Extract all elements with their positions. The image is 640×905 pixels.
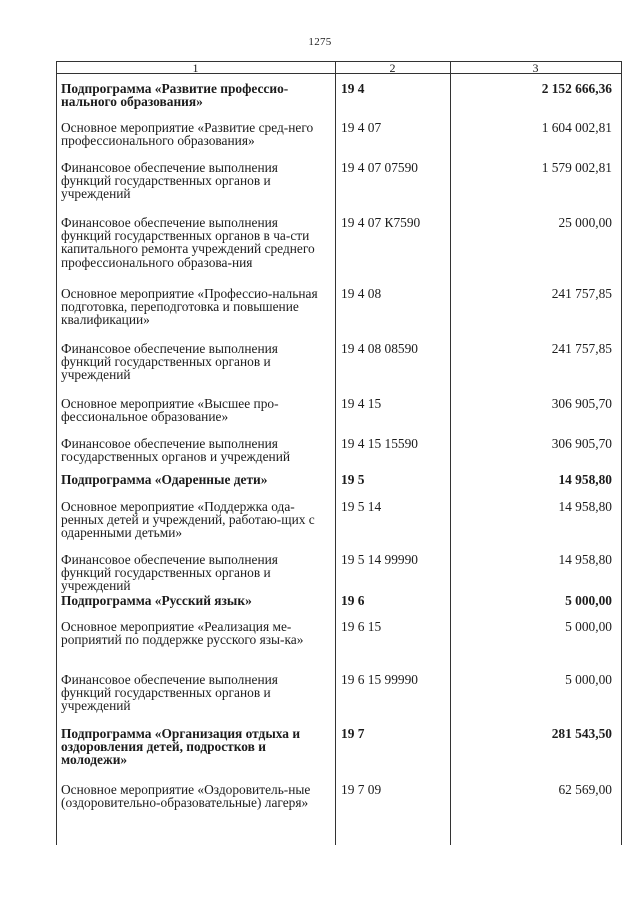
row-name: Основное мероприятие «Профессио-нальная подготовка, переподготовка и повышение квалификации» <box>61 286 318 328</box>
row-code: 19 5 14 99990 <box>341 552 418 567</box>
row-code: 19 4 <box>341 81 365 96</box>
row-amount: 241 757,85 <box>551 341 612 356</box>
row-name: Финансовое обеспечение выполнения функций государственных органов в ча-сти капитального ремонта учреждений среднего профессионального образова-ния <box>61 215 315 270</box>
row-code: 19 4 07 07590 <box>341 160 418 175</box>
row-name: Подпрограмма «Развитие профессио-нального образования» <box>61 81 289 110</box>
row-code: 19 4 07 <box>341 120 382 135</box>
row-amount: 2 152 666,36 <box>541 81 612 96</box>
column-header-1: 1 <box>192 61 199 75</box>
row-amount: 14 958,80 <box>558 472 612 487</box>
row-name: Подпрограмма «Организация отдыха и оздоровления детей, подростков и молодежи» <box>61 726 301 768</box>
column-header-2: 2 <box>389 61 396 75</box>
row-amount: 5 000,00 <box>565 593 612 608</box>
row-amount: 25 000,00 <box>558 215 612 230</box>
row-name: Основное мероприятие «Поддержка ода-ренных детей и учреждений, работаю-щих с одаренными детьми» <box>61 499 315 541</box>
row-amount: 306 905,70 <box>551 396 612 411</box>
page-number: 1275 <box>308 36 332 48</box>
row-amount: 14 958,80 <box>558 552 612 567</box>
row-name: Подпрограмма «Одаренные дети» <box>61 472 268 487</box>
row-amount: 1 604 002,81 <box>541 120 612 135</box>
row-name: Финансовое обеспечение выполнения функций государственных органов и учреждений <box>61 552 278 594</box>
budget-table <box>56 61 622 845</box>
row-name: Финансовое обеспечение выполнения функций государственных органов и учреждений <box>61 160 278 202</box>
row-amount: 14 958,80 <box>558 499 612 514</box>
row-name: Основное мероприятие «Развитие сред-него профессионального образования» <box>61 120 314 149</box>
row-name: Финансовое обеспечение выполнения функций государственных органов и учреждений <box>61 672 278 714</box>
row-code: 19 6 <box>341 593 365 608</box>
row-amount: 241 757,85 <box>551 286 612 301</box>
table-right-border <box>621 61 622 845</box>
row-code: 19 4 07 К7590 <box>341 215 421 230</box>
row-code: 19 4 15 <box>341 396 382 411</box>
row-code: 19 5 <box>341 472 365 487</box>
row-amount: 1 579 002,81 <box>541 160 612 175</box>
row-code: 19 6 15 99990 <box>341 672 418 687</box>
row-amount: 306 905,70 <box>551 436 612 451</box>
table-left-border <box>56 61 57 845</box>
row-code: 19 7 09 <box>341 782 382 797</box>
column-header-3: 3 <box>532 61 539 75</box>
row-amount: 5 000,00 <box>565 672 612 687</box>
row-name: Основное мероприятие «Оздоровитель-ные (оздоровительно-образовательные) лагеря» <box>61 782 311 811</box>
row-code: 19 5 14 <box>341 499 382 514</box>
row-name: Основное мероприятие «Реализация ме-роприятий по поддержке русского язы-ка» <box>61 619 304 648</box>
column-divider-1 <box>335 61 336 845</box>
row-name: Финансовое обеспечение выполнения государственных органов и учреждений <box>61 436 291 465</box>
row-amount: 5 000,00 <box>565 619 612 634</box>
row-amount: 62 569,00 <box>558 782 612 797</box>
row-code: 19 6 15 <box>341 619 382 634</box>
row-name: Основное мероприятие «Высшее про-фессиональное образование» <box>61 396 279 425</box>
row-code: 19 4 15 15590 <box>341 436 418 451</box>
row-name: Финансовое обеспечение выполнения функций государственных органов и учреждений <box>61 341 278 383</box>
row-amount: 281 543,50 <box>551 726 612 741</box>
row-code: 19 4 08 <box>341 286 382 301</box>
row-name: Подпрограмма «Русский язык» <box>61 593 252 608</box>
row-code: 19 7 <box>341 726 365 741</box>
row-code: 19 4 08 08590 <box>341 341 418 356</box>
